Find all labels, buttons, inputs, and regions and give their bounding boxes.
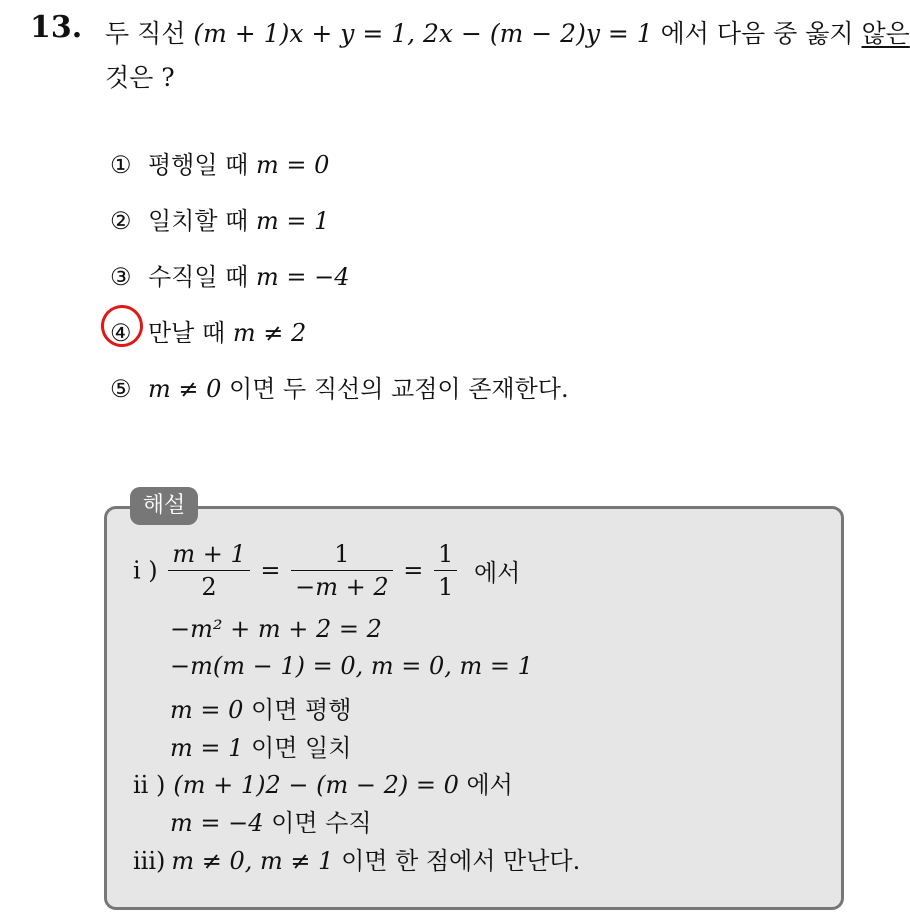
- fraction: [168, 540, 249, 601]
- math: m = −4: [170, 809, 264, 837]
- solution-line-2: [170, 615, 382, 643]
- numerator: 1: [291, 540, 393, 571]
- math: m = 0: [170, 696, 244, 724]
- fraction: [434, 540, 457, 601]
- choice-number: ②: [110, 207, 132, 235]
- math: m = 1: [170, 734, 244, 762]
- question-stem-line2: 것은 ?: [105, 63, 175, 92]
- step-text: 에서: [458, 771, 513, 799]
- choice-math: m = −4: [256, 263, 350, 291]
- denominator: −m + 2: [295, 573, 389, 601]
- stem-prefix: 두 직선: [105, 19, 194, 48]
- step-label: iii): [133, 847, 166, 875]
- choice-text: 일치할 때: [148, 207, 256, 235]
- step-text: 이면 한 점에서 만난다.: [333, 847, 581, 875]
- choice-math: m ≠ 2: [232, 319, 307, 347]
- numerator: m + 1: [168, 540, 249, 571]
- solution-line-3: [170, 652, 533, 680]
- step-text: 에서: [473, 559, 521, 587]
- choice-text: 이면 두 직선의 교점이 존재한다.: [221, 375, 569, 403]
- choice-number: ③: [110, 263, 132, 291]
- question-number: 13.: [30, 10, 83, 45]
- choice-5[interactable]: [110, 369, 569, 404]
- choice-3[interactable]: [110, 257, 350, 292]
- solution-line-7: [170, 803, 372, 838]
- stem-suffix: 에서 다음 중 옳지: [652, 19, 862, 48]
- choice-number: ④: [110, 319, 132, 347]
- step-label: i ): [133, 556, 158, 585]
- step-text: 이면 평행: [243, 696, 352, 724]
- choice-text: 만날 때: [148, 319, 233, 347]
- step-text: 이면 일치: [243, 734, 352, 762]
- choice-number: ⑤: [110, 375, 132, 403]
- choice-text: 평행일 때: [148, 151, 256, 179]
- choice-1[interactable]: [110, 145, 329, 180]
- step-label: ii ): [133, 771, 166, 799]
- math: (m + 1)2 − (m − 2) = 0: [173, 771, 459, 799]
- numerator: 1: [434, 540, 457, 571]
- choice-2[interactable]: [110, 201, 329, 236]
- solution-line-5: [170, 728, 351, 763]
- denominator: 1: [438, 573, 454, 601]
- step-text: 이면 수직: [263, 809, 372, 837]
- choice-math: m = 0: [256, 151, 330, 179]
- choice-number: ①: [110, 151, 132, 179]
- solution-line-iii: [133, 841, 580, 876]
- solution-line-i: i ) $\frac{m + 1}{2}$ = $\frac{1}{-m + 2}$ = $\frac{1}{1}$ 에서: [133, 540, 521, 601]
- math: −m(m − 1) = 0, m = 0, m = 1: [170, 652, 533, 680]
- choice-math: m ≠ 0: [148, 375, 222, 403]
- stem-equations: (m + 1)x + y = 1, 2x − (m − 2)y = 1: [193, 19, 653, 48]
- stem-underlined-word: 않은: [861, 19, 910, 48]
- denominator: 2: [201, 573, 217, 601]
- solution-tag: 해설: [130, 487, 198, 525]
- fraction: [291, 540, 393, 601]
- choice-math: m = 1: [256, 207, 330, 235]
- math: −m² + m + 2 = 2: [170, 615, 382, 643]
- math: m ≠ 0, m ≠ 1: [171, 847, 334, 875]
- solution-line-ii: [133, 765, 513, 800]
- question-stem-line1: [105, 14, 910, 50]
- choice-text: 수직일 때: [148, 263, 256, 291]
- solution-line-4: [170, 690, 351, 725]
